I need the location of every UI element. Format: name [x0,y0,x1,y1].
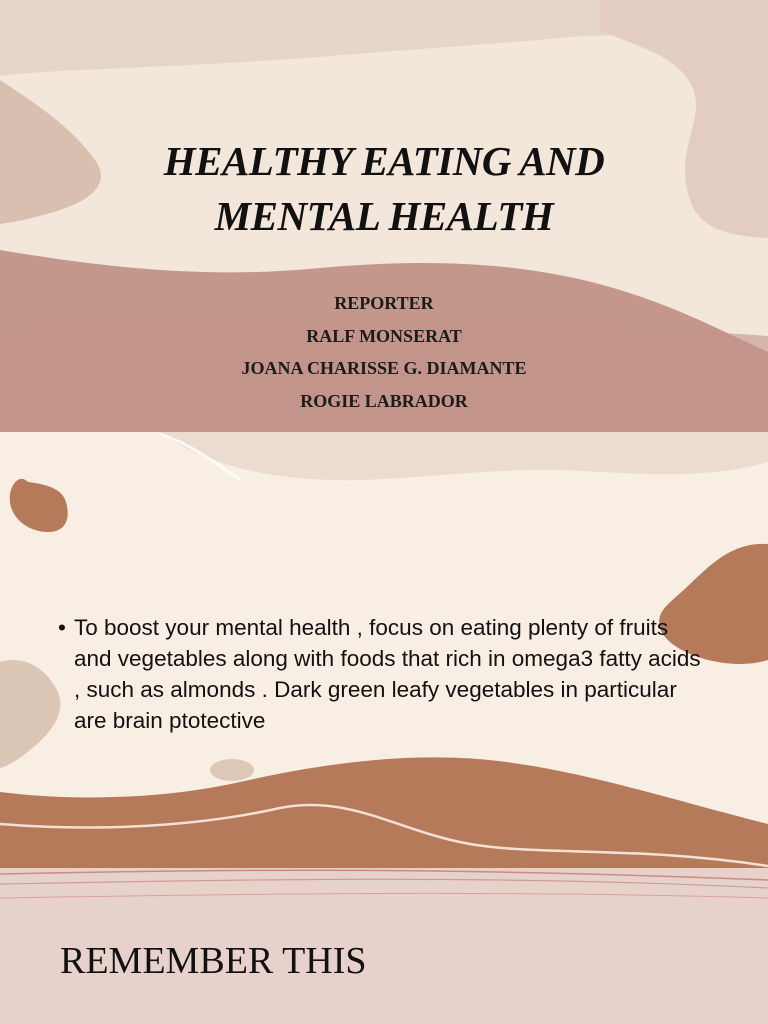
credit-name: ROGIE LABRADOR [300,390,468,411]
bullet-dot: • [58,615,66,640]
small-beige-oval [210,759,254,781]
slide-1-title [0,134,768,244]
credit-reporter: REPORTER [334,293,434,313]
slide-1 [0,0,768,432]
slide-1-title-line: MENTAL HEALTH [214,193,554,239]
slide-3-title: REMEMBER THIS [60,940,367,982]
slide-1-title-line: HEALTHY EATING AND [163,138,605,184]
credit-name: RALF MONSERAT [306,325,462,346]
bullet-text: To boost your mental health , focus on eating plenty of fruits and vegetables along with foods that rich in omega3 fatty acids , such as almonds . Dark green leafy vegetables in particular are brain ptotective [74,615,701,733]
credit-name: JOANA CHARISSE G. DIAMANTE [241,358,527,378]
bullet-point [58,612,708,736]
credits-list [0,287,768,417]
